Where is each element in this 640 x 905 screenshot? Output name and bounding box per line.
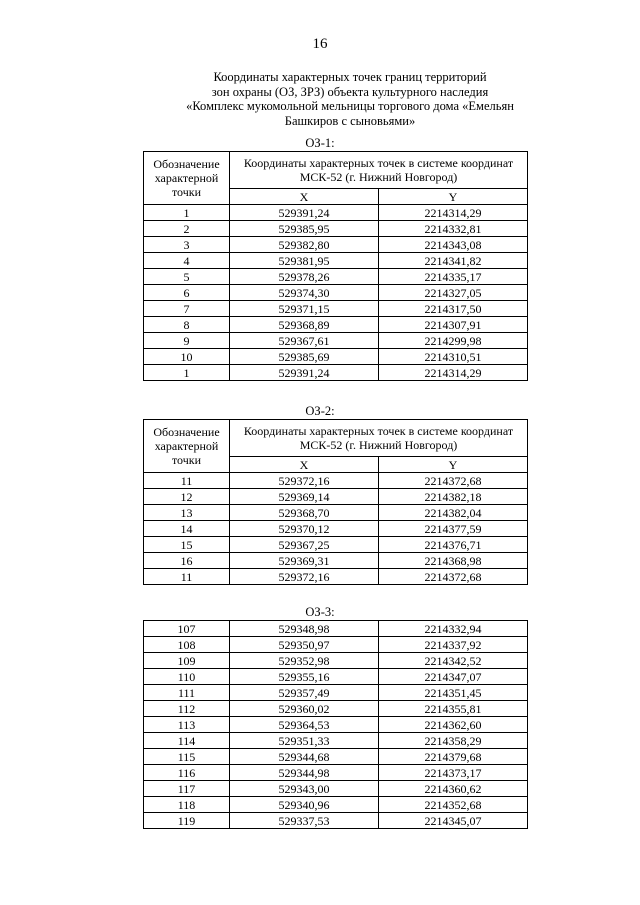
table-row <box>144 797 528 813</box>
table-row <box>144 269 528 285</box>
x-coordinate-cell: 529378,26 <box>230 269 379 285</box>
table-body <box>144 473 528 585</box>
table-row <box>144 365 528 381</box>
y-coordinate-cell: 2214332,81 <box>379 221 528 237</box>
y-coordinate-cell: 2214372,68 <box>379 473 528 489</box>
table-row <box>144 669 528 685</box>
x-coordinate-cell: 529343,00 <box>230 781 379 797</box>
point-number-cell: 116 <box>144 765 230 781</box>
point-number-cell: 1 <box>144 205 230 221</box>
y-coordinate-cell: 2214376,71 <box>379 537 528 553</box>
table-row <box>144 537 528 553</box>
point-number-cell: 12 <box>144 489 230 505</box>
header-y: Y <box>379 189 528 205</box>
y-coordinate-cell: 2214352,68 <box>379 797 528 813</box>
point-number-cell: 117 <box>144 781 230 797</box>
y-coordinate-cell: 2214343,08 <box>379 237 528 253</box>
section-label-oz3: ОЗ-3: <box>305 605 335 619</box>
table-row <box>144 781 528 797</box>
y-coordinate-cell: 2214351,45 <box>379 685 528 701</box>
x-coordinate-cell: 529337,53 <box>230 813 379 829</box>
x-coordinate-cell: 529351,33 <box>230 733 379 749</box>
x-coordinate-cell: 529352,98 <box>230 653 379 669</box>
y-coordinate-cell: 2214310,51 <box>379 349 528 365</box>
y-coordinate-cell: 2214379,68 <box>379 749 528 765</box>
point-number-cell: 6 <box>144 285 230 301</box>
point-number-cell: 107 <box>144 621 230 637</box>
coordinates-table-oz1 <box>143 151 528 381</box>
y-coordinate-cell: 2214337,92 <box>379 637 528 653</box>
header-y: Y <box>379 457 528 473</box>
point-number-cell: 2 <box>144 221 230 237</box>
point-number-cell: 11 <box>144 473 230 489</box>
table-row <box>144 553 528 569</box>
point-number-cell: 10 <box>144 349 230 365</box>
x-coordinate-cell: 529348,98 <box>230 621 379 637</box>
y-coordinate-cell: 2214341,82 <box>379 253 528 269</box>
header-x: X <box>230 457 379 473</box>
point-number-cell: 110 <box>144 669 230 685</box>
y-coordinate-cell: 2214342,52 <box>379 653 528 669</box>
x-coordinate-cell: 529364,53 <box>230 717 379 733</box>
table-row <box>144 749 528 765</box>
y-coordinate-cell: 2214347,07 <box>379 669 528 685</box>
x-coordinate-cell: 529369,31 <box>230 553 379 569</box>
y-coordinate-cell: 2214335,17 <box>379 269 528 285</box>
x-coordinate-cell: 529344,98 <box>230 765 379 781</box>
table-row <box>144 489 528 505</box>
x-coordinate-cell: 529374,30 <box>230 285 379 301</box>
point-number-cell: 5 <box>144 269 230 285</box>
point-number-cell: 13 <box>144 505 230 521</box>
x-coordinate-cell: 529350,97 <box>230 637 379 653</box>
point-number-cell: 108 <box>144 637 230 653</box>
x-coordinate-cell: 529367,25 <box>230 537 379 553</box>
y-coordinate-cell: 2214345,07 <box>379 813 528 829</box>
table-row <box>144 733 528 749</box>
table-row <box>144 813 528 829</box>
table-row <box>144 569 528 585</box>
coordinates-table-oz2 <box>143 419 528 585</box>
point-number-cell: 109 <box>144 653 230 669</box>
point-number-cell: 11 <box>144 569 230 585</box>
x-coordinate-cell: 529355,16 <box>230 669 379 685</box>
point-number-cell: 9 <box>144 333 230 349</box>
title-line: Координаты характерных точек границ территорий <box>213 70 487 84</box>
x-coordinate-cell: 529369,14 <box>230 489 379 505</box>
table-row <box>144 653 528 669</box>
point-number-cell: 16 <box>144 553 230 569</box>
point-number-cell: 115 <box>144 749 230 765</box>
document-title <box>150 70 550 128</box>
y-coordinate-cell: 2214332,94 <box>379 621 528 637</box>
y-coordinate-cell: 2214377,59 <box>379 521 528 537</box>
section-label-oz1: ОЗ-1: <box>305 136 335 150</box>
x-coordinate-cell: 529367,61 <box>230 333 379 349</box>
x-coordinate-cell: 529385,95 <box>230 221 379 237</box>
header-coordinate-system: Координаты характерных точек в системе координат МСК-52 (г. Нижний Новгород) <box>230 152 528 189</box>
table-row <box>144 637 528 653</box>
table-row <box>144 521 528 537</box>
table-row <box>144 349 528 365</box>
point-number-cell: 8 <box>144 317 230 333</box>
header-x: X <box>230 189 379 205</box>
x-coordinate-cell: 529340,96 <box>230 797 379 813</box>
x-coordinate-cell: 529368,89 <box>230 317 379 333</box>
title-line: зон охраны (ОЗ, ЗРЗ) объекта культурного наследия <box>211 84 489 99</box>
point-number-cell: 113 <box>144 717 230 733</box>
table-row <box>144 301 528 317</box>
y-coordinate-cell: 2214307,91 <box>379 317 528 333</box>
section-label-oz2: ОЗ-2: <box>305 404 335 418</box>
point-number-cell: 14 <box>144 521 230 537</box>
y-coordinate-cell: 2214314,29 <box>379 365 528 381</box>
table-row <box>144 317 528 333</box>
table-row <box>144 205 528 221</box>
header-point: Обозначение характерной точки <box>144 152 230 205</box>
y-coordinate-cell: 2214382,04 <box>379 505 528 521</box>
y-coordinate-cell: 2214299,98 <box>379 333 528 349</box>
y-coordinate-cell: 2214317,50 <box>379 301 528 317</box>
point-number-cell: 112 <box>144 701 230 717</box>
table-row <box>144 621 528 637</box>
x-coordinate-cell: 529381,95 <box>230 253 379 269</box>
title-line: Башкиров с сыновьями» <box>284 113 416 128</box>
x-coordinate-cell: 529357,49 <box>230 685 379 701</box>
x-coordinate-cell: 529382,80 <box>230 237 379 253</box>
table-row <box>144 333 528 349</box>
y-coordinate-cell: 2214382,18 <box>379 489 528 505</box>
table-row <box>144 221 528 237</box>
table-row <box>144 717 528 733</box>
point-number-cell: 119 <box>144 813 230 829</box>
header-coordinate-system: Координаты характерных точек в системе координат МСК-52 (г. Нижний Новгород) <box>230 420 528 457</box>
header-point: Обозначение характерной точки <box>144 420 230 473</box>
point-number-cell: 4 <box>144 253 230 269</box>
table-row <box>144 685 528 701</box>
y-coordinate-cell: 2214314,29 <box>379 205 528 221</box>
x-coordinate-cell: 529360,02 <box>230 701 379 717</box>
point-number-cell: 3 <box>144 237 230 253</box>
table-row <box>144 473 528 489</box>
title-line: «Комплекс мукомольной мельницы торгового дома «Емельян <box>186 99 514 113</box>
x-coordinate-cell: 529344,68 <box>230 749 379 765</box>
y-coordinate-cell: 2214362,60 <box>379 717 528 733</box>
table-row <box>144 285 528 301</box>
y-coordinate-cell: 2214358,29 <box>379 733 528 749</box>
table-row <box>144 253 528 269</box>
y-coordinate-cell: 2214372,68 <box>379 569 528 585</box>
y-coordinate-cell: 2214373,17 <box>379 765 528 781</box>
point-number-cell: 111 <box>144 685 230 701</box>
x-coordinate-cell: 529385,69 <box>230 349 379 365</box>
x-coordinate-cell: 529391,24 <box>230 365 379 381</box>
point-number-cell: 7 <box>144 301 230 317</box>
point-number-cell: 1 <box>144 365 230 381</box>
y-coordinate-cell: 2214368,98 <box>379 553 528 569</box>
coordinates-table-oz3 <box>143 620 528 829</box>
table-row <box>144 237 528 253</box>
point-number-cell: 15 <box>144 537 230 553</box>
x-coordinate-cell: 529371,15 <box>230 301 379 317</box>
x-coordinate-cell: 529372,16 <box>230 569 379 585</box>
point-number-cell: 118 <box>144 797 230 813</box>
table-row <box>144 505 528 521</box>
x-coordinate-cell: 529391,24 <box>230 205 379 221</box>
y-coordinate-cell: 2214327,05 <box>379 285 528 301</box>
table-body <box>144 621 528 829</box>
point-number-cell: 114 <box>144 733 230 749</box>
x-coordinate-cell: 529368,70 <box>230 505 379 521</box>
y-coordinate-cell: 2214355,81 <box>379 701 528 717</box>
table-body <box>144 205 528 381</box>
y-coordinate-cell: 2214360,62 <box>379 781 528 797</box>
table-row <box>144 701 528 717</box>
x-coordinate-cell: 529370,12 <box>230 521 379 537</box>
table-row <box>144 765 528 781</box>
x-coordinate-cell: 529372,16 <box>230 473 379 489</box>
page-number: 16 <box>312 36 328 52</box>
